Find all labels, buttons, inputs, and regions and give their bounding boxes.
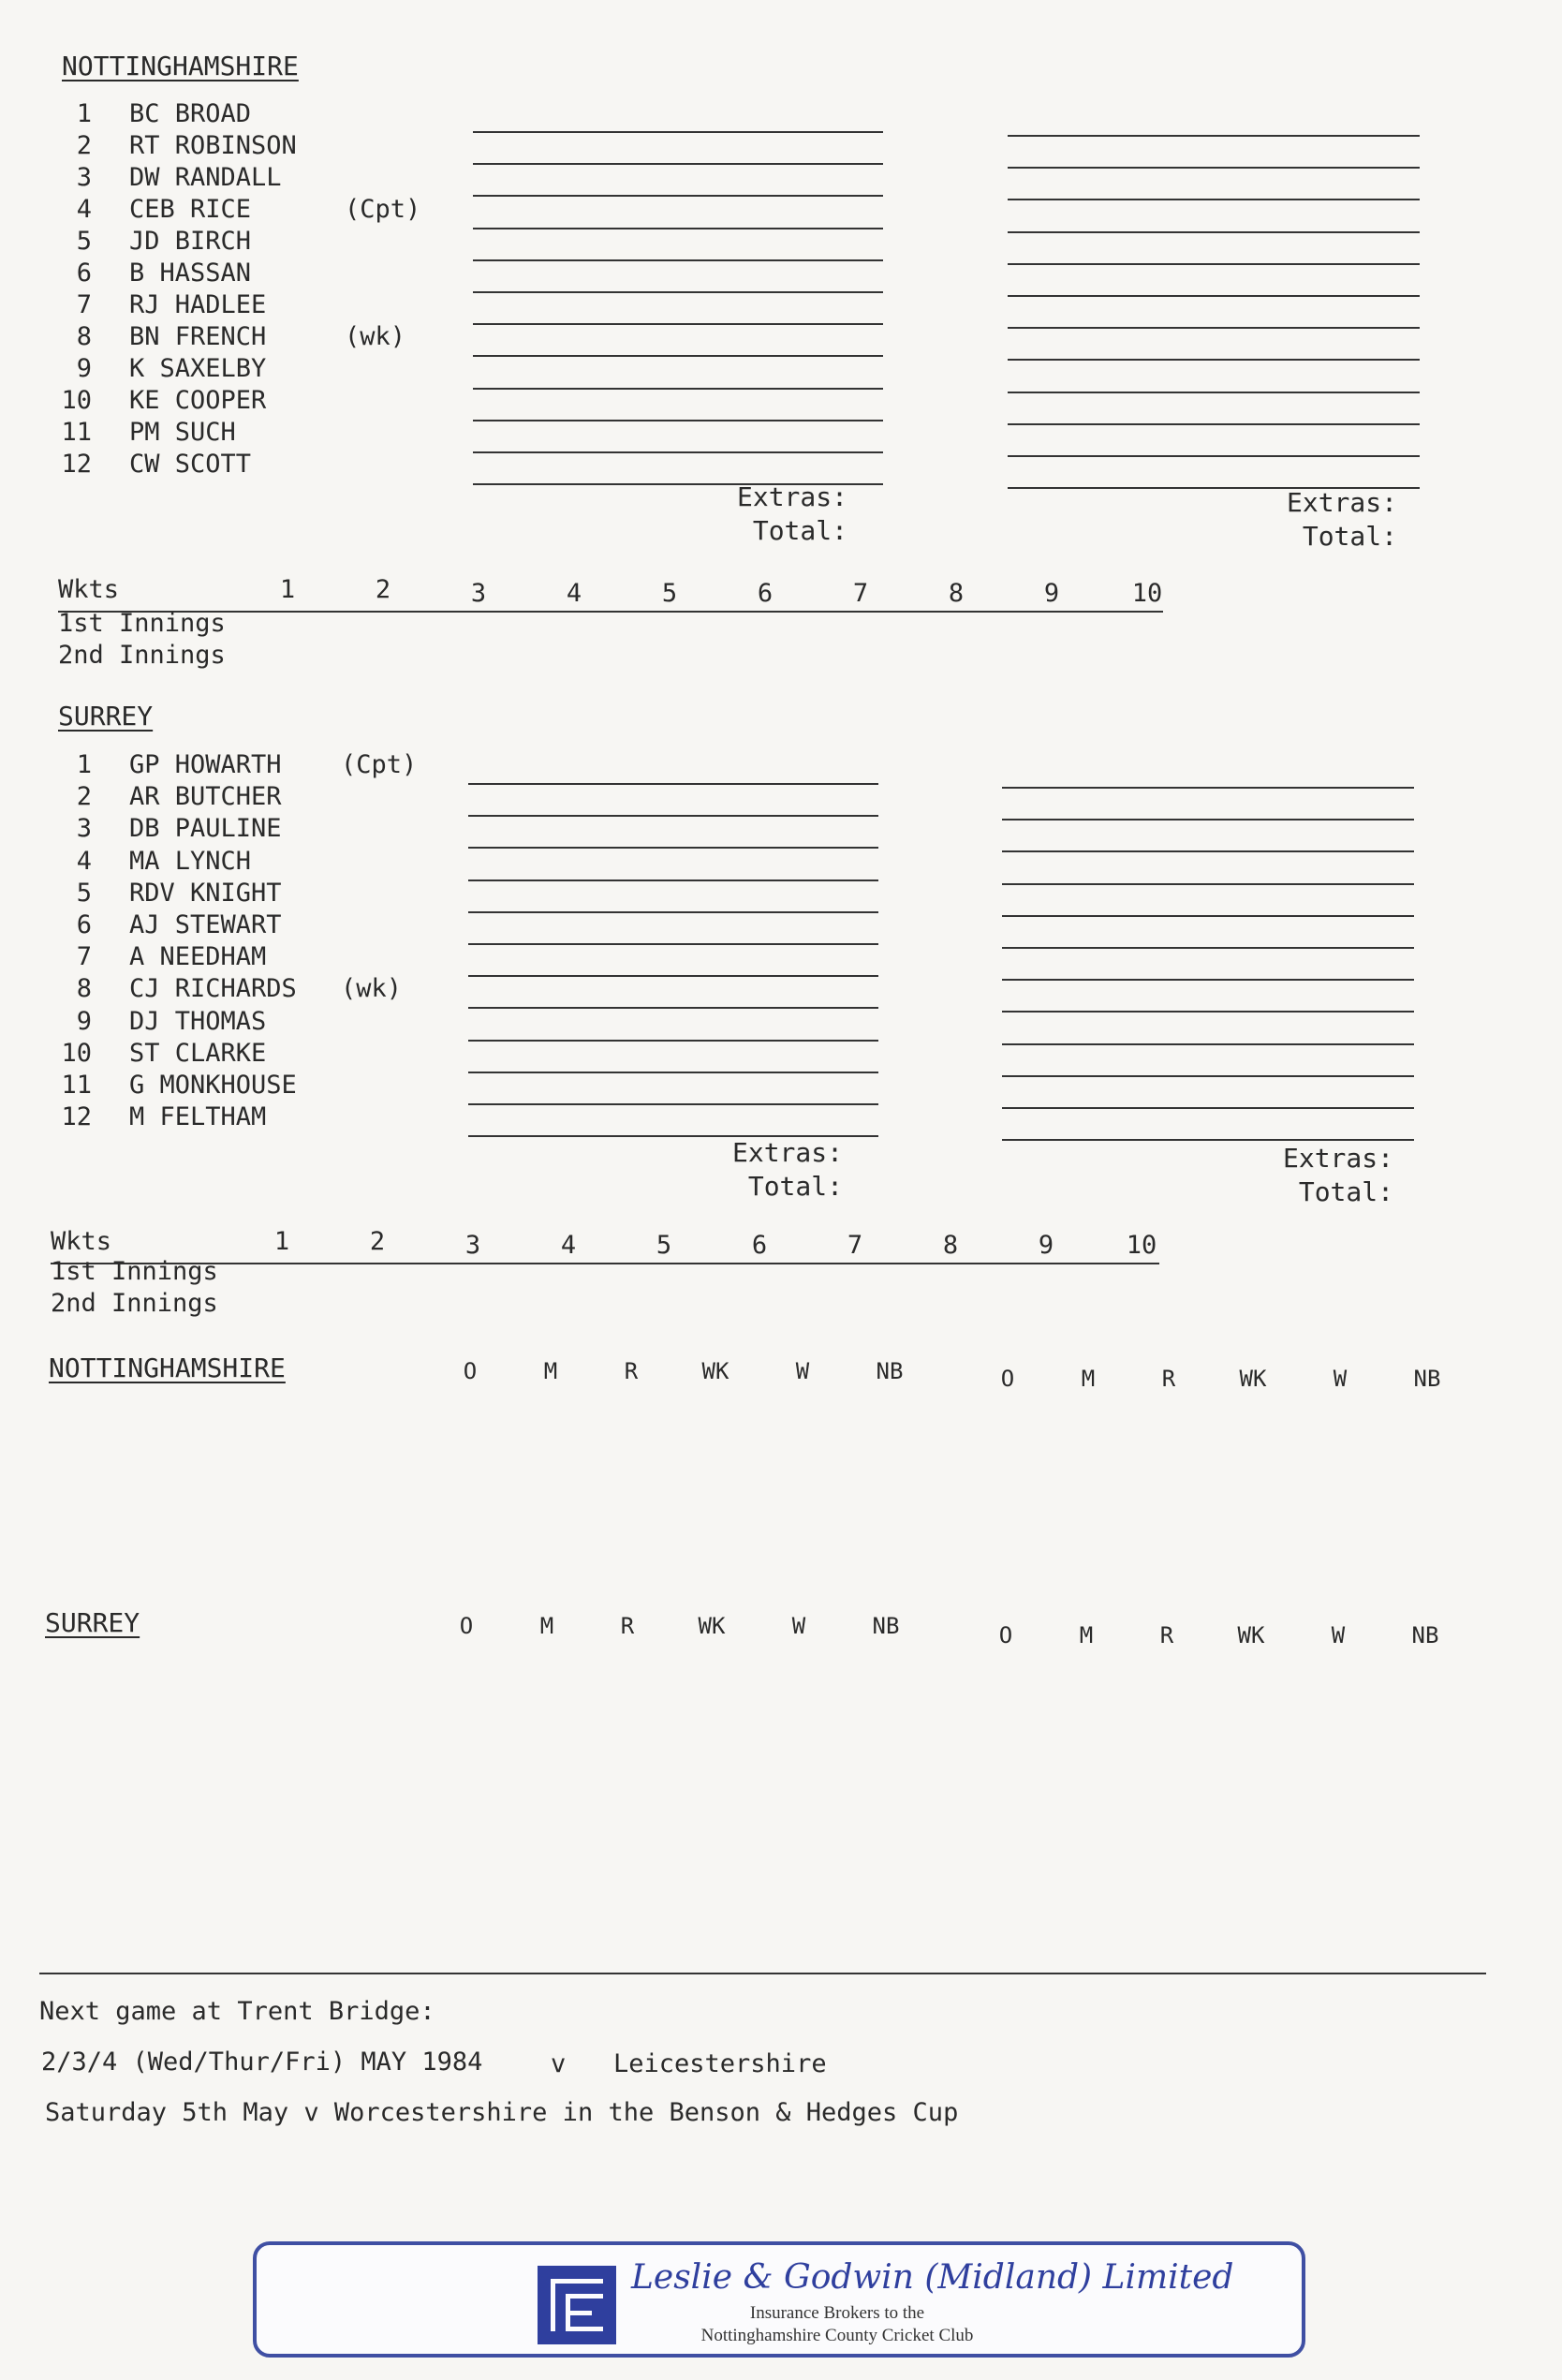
player-row [45,98,513,130]
score-line [473,131,883,133]
score-line [468,783,878,785]
player-number: 5 [76,227,92,256]
surrey-bowl-head-wk: WK [1237,1622,1265,1648]
player-number: 3 [76,163,92,192]
notts-bowl-head-wk: WK [701,1358,729,1384]
player-row [45,449,513,480]
surrey-bowl-head-m: M [539,1613,554,1639]
notts-bowl-head-nb: NB [876,1358,904,1384]
surrey-wkt-4: 4 [560,1231,577,1260]
player-name: A NEEDHAM [129,942,267,972]
score-line [1008,135,1420,137]
score-line [473,355,883,357]
player-name: GP HOWARTH [129,750,282,779]
notts-wkt-4: 4 [566,579,582,608]
score-line [473,451,883,453]
notts-wkt-3: 3 [470,579,487,608]
player-row [45,385,513,417]
score-line [1002,1011,1414,1013]
surrey-wkt-5: 5 [656,1231,672,1260]
score-line [473,291,883,293]
surrey-bowl-head-wk: WK [698,1613,726,1639]
player-row [45,353,513,385]
score-line [1002,850,1414,852]
player-number: 10 [61,386,92,415]
score-line [1008,199,1420,200]
score-line [1008,327,1420,329]
score-line [468,1072,878,1073]
next-game-date: 2/3/4 (Wed/Thur/Fri) MAY 1984 [41,2047,483,2077]
notts-bowling-title: NOTTINGHAMSHIRE [49,1353,286,1383]
score-line [473,195,883,197]
player-name: BC BROAD [129,99,252,128]
score-line [1002,1075,1414,1077]
player-row [45,258,513,289]
player-name: CJ RICHARDS [129,974,297,1004]
notts-extras-1: Extras: [736,481,847,512]
score-line [1008,231,1420,233]
player-number: 4 [76,195,92,224]
surrey-bowl-head-nb: NB [872,1613,900,1639]
player-name: RDV KNIGHT [129,878,282,908]
player-number: 2 [76,131,92,160]
surrey-wkts-label: Wkts [51,1227,112,1256]
player-name: K SAXELBY [129,354,267,383]
footer-divider [39,1973,1486,1974]
score-line [468,911,878,913]
surrey-bowl-head-m: M [1079,1622,1094,1648]
next-game-heading: Next game at Trent Bridge: [39,1997,435,2026]
surrey-second-innings: 2nd Innings [51,1289,218,1318]
notts-wkts-label: Wkts [58,575,120,604]
surrey-wkt-10: 10 [1126,1231,1157,1260]
surrey-first-innings: 1st Innings [51,1257,218,1286]
next-game-cup: Saturday 5th May v Worcestershire in the Benson & Hedges Cup [45,2098,959,2127]
surrey-bowl-head-o: O [998,1622,1013,1648]
notts-bowl-head-m: M [543,1358,558,1384]
player-name: RT ROBINSON [129,131,297,160]
score-line [468,880,878,881]
score-line [1002,883,1414,885]
notts-wkt-1: 1 [279,575,296,604]
player-number: 11 [61,1071,92,1100]
notts-bowl-head-nb: NB [1413,1366,1441,1392]
score-line [468,1103,878,1105]
surrey-total-1: Total: [747,1171,843,1202]
sponsor-name: Leslie & Godwin (Midland) Limited [631,2258,1234,2297]
player-number: 5 [76,878,92,908]
surrey-bowl-head-o: O [459,1613,474,1639]
player-name: AJ STEWART [129,910,282,939]
notts-extras-2: Extras: [1286,487,1397,518]
player-row [45,417,513,449]
surrey-extras-2: Extras: [1282,1143,1393,1174]
player-name: DB PAULINE [129,814,282,844]
player-row [45,226,513,258]
player-number: 2 [76,782,92,812]
score-line [1002,1107,1414,1109]
player-name: KE COOPER [129,386,267,415]
score-line [473,420,883,421]
notts-bowl-head-w: W [795,1358,810,1384]
player-number: 7 [76,942,92,972]
player-name: BN FRENCH [129,322,267,351]
notts-wkt-8: 8 [948,579,965,608]
player-name: G MONKHOUSE [129,1071,297,1100]
surrey-wkt-8: 8 [942,1231,959,1260]
player-number: 1 [76,99,92,128]
notts-total-1: Total: [752,515,847,546]
surrey-wkt-9: 9 [1038,1231,1054,1260]
surrey-wkt-2: 2 [369,1227,386,1256]
player-name: PM SUCH [129,418,236,447]
player-number: 9 [76,1006,92,1036]
player-row [45,749,513,781]
notts-wkt-5: 5 [661,579,678,608]
player-number: 8 [76,974,92,1004]
player-row [45,941,513,973]
player-number: 6 [76,910,92,939]
score-line [468,943,878,945]
player-name: CEB RICE [129,195,252,224]
player-number: 1 [76,750,92,779]
notts-wkt-2: 2 [375,575,391,604]
score-line [1002,819,1414,820]
sponsor-tagline-2: Nottinghamshire County Cricket Club [700,2326,974,2345]
player-row [45,194,513,226]
notts-bowl-head-w: W [1333,1366,1348,1392]
score-line [1002,1043,1414,1045]
score-line [473,163,883,165]
notts-bowl-head-r: R [624,1358,639,1384]
player-row [45,162,513,194]
notts-wkt-10: 10 [1131,579,1163,608]
player-number: 9 [76,354,92,383]
score-line [473,259,883,261]
surrey-wkt-6: 6 [751,1231,768,1260]
player-role: (wk) [345,322,406,351]
score-line [468,847,878,849]
player-number: 8 [76,322,92,351]
score-line [468,1007,878,1009]
score-line [468,975,878,977]
surrey-bowling-title: SURREY [45,1607,140,1638]
notts-bowl-head-wk: WK [1239,1366,1267,1392]
player-row [45,1070,513,1101]
notts-batting-title: NOTTINGHAMSHIRE [62,51,299,81]
score-line [468,815,878,817]
score-line [1002,915,1414,917]
sponsor-tagline-1: Insurance Brokers to the [749,2303,925,2323]
player-name: CW SCOTT [129,450,252,479]
player-row [45,973,513,1005]
player-role: (wk) [341,974,403,1004]
player-row [45,909,513,941]
score-line [1002,787,1414,789]
notts-second-innings: 2nd Innings [58,641,226,670]
player-row [45,321,513,353]
score-line [1002,947,1414,949]
surrey-wkt-3: 3 [464,1231,481,1260]
notts-bowl-head-m: M [1081,1366,1096,1392]
player-row [45,813,513,845]
surrey-bowl-head-r: R [620,1613,635,1639]
sponsor-logo-icon [538,2266,616,2344]
player-name: JD BIRCH [129,227,252,256]
surrey-bowl-head-r: R [1159,1622,1174,1648]
score-line [1008,295,1420,297]
player-number: 3 [76,814,92,844]
score-line [1008,455,1420,457]
player-name: RJ HADLEE [129,290,267,319]
surrey-batting-title: SURREY [58,701,154,732]
score-line [1002,979,1414,981]
player-name: MA LYNCH [129,846,252,876]
player-name: B HASSAN [129,259,252,288]
player-row [45,1101,513,1133]
surrey-bowl-head-w: W [791,1613,806,1639]
player-name: DW RANDALL [129,163,282,192]
notts-bowl-head-o: O [1000,1366,1015,1392]
player-row [45,289,513,321]
score-line [468,1040,878,1042]
score-line [473,323,883,325]
player-row [45,130,513,162]
surrey-wkt-7: 7 [847,1231,863,1260]
score-line [473,388,883,390]
player-number: 12 [61,450,92,479]
score-line [1008,423,1420,425]
notts-wkt-7: 7 [852,579,869,608]
player-row [45,1038,513,1070]
notts-wkt-6: 6 [757,579,774,608]
player-name: AR BUTCHER [129,782,282,812]
surrey-wkt-1: 1 [273,1227,290,1256]
player-row [45,1006,513,1038]
player-number: 6 [76,259,92,288]
notts-bowl-head-r: R [1161,1366,1176,1392]
player-number: 10 [61,1038,92,1068]
notts-wkt-9: 9 [1043,579,1060,608]
sponsor-banner [253,2241,1305,2358]
score-line [1008,167,1420,169]
player-number: 11 [61,418,92,447]
player-name: DJ THOMAS [129,1006,267,1036]
surrey-extras-1: Extras: [731,1137,843,1168]
player-row [45,781,513,813]
player-role: (Cpt) [345,195,421,224]
player-role: (Cpt) [341,750,418,779]
surrey-bowl-head-w: W [1331,1622,1346,1648]
notts-bowl-head-o: O [463,1358,478,1384]
notts-total-2: Total: [1302,521,1397,552]
next-game-versus: v [551,2049,567,2078]
score-line [1008,359,1420,361]
next-game-opponent: Leicestershire [613,2049,827,2078]
notts-first-innings: 1st Innings [58,609,226,638]
player-number: 7 [76,290,92,319]
score-line [473,228,883,229]
score-line [1002,1139,1414,1141]
score-line [1008,263,1420,265]
player-number: 4 [76,846,92,876]
player-name: M FELTHAM [129,1102,267,1132]
player-number: 12 [61,1102,92,1132]
score-line [1008,392,1420,393]
player-row [45,846,513,878]
player-row [45,878,513,909]
surrey-total-2: Total: [1298,1176,1393,1207]
surrey-bowl-head-nb: NB [1411,1622,1439,1648]
player-name: ST CLARKE [129,1038,267,1068]
